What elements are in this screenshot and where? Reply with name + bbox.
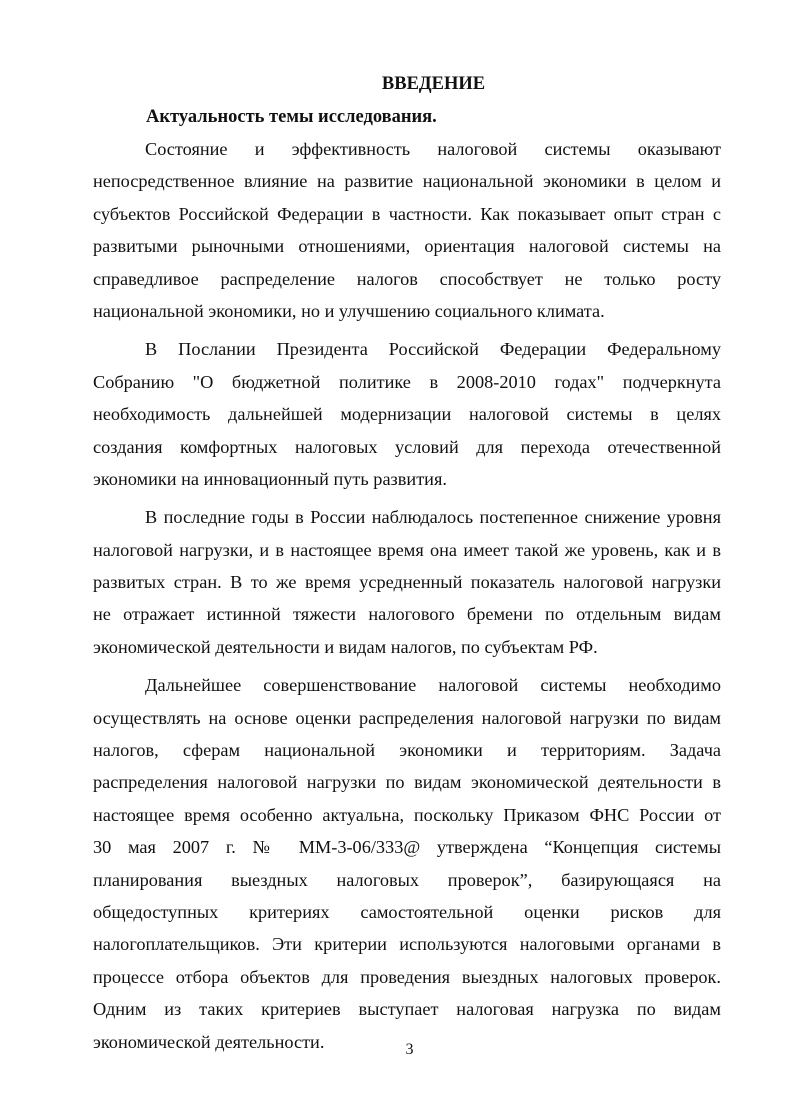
- text-line: развитых стран. В то же время усредненный показатель налоговой нагрузки: [93, 572, 721, 593]
- text-line: создания комфортных налоговых условий для перехода отечественной: [93, 436, 721, 457]
- text-line: развитыми рыночными отношениями, ориентация налоговой системы на: [93, 236, 721, 257]
- page-number: 3: [405, 1041, 414, 1058]
- paragraph: [93, 501, 721, 663]
- text-line: Состояние и эффективность налоговой системы оказывают: [145, 139, 721, 159]
- paragraphs-container: [93, 133, 721, 1058]
- text-line: необходимость дальнейшей модернизации налоговой системы в целях: [93, 404, 721, 425]
- document-body: [93, 133, 721, 1058]
- paragraph: [93, 669, 721, 1058]
- text-line: Одним из таких критериев выступает налоговая нагрузка по видам: [93, 999, 721, 1020]
- text-line: национальной экономики, но и улучшению социального климата.: [93, 300, 605, 321]
- text-line: экономической деятельности и видам налогов, по субъектам РФ.: [93, 636, 598, 657]
- text-line: экономической деятельности.: [93, 1031, 325, 1052]
- text-line: справедливое распределение налогов способствует не только росту: [93, 268, 721, 289]
- text-line: налогоплательщиков. Эти критерии используются налоговыми органами в: [93, 934, 721, 955]
- text-line: налоговой нагрузки, и в настоящее время она имеет такой же уровень, как и в: [93, 539, 721, 560]
- text-line: Дальнейшее совершенствование налоговой системы необходимо: [145, 675, 721, 696]
- text-line: планирования выездных налоговых проверок”, базирующаяся на: [93, 869, 721, 890]
- section-title: ВВЕДЕНИЕ: [381, 74, 486, 94]
- text-line: В Послании Президента Российской Федерации Федеральному: [145, 339, 721, 360]
- text-line: субъектов Российской Федерации в частности. Как показывает опыт стран с: [93, 203, 721, 224]
- text-line: распределения налоговой нагрузки по видам экономической деятельности в: [93, 772, 721, 793]
- text-line: процессе отбора объектов для проведения выездных налоговых проверок.: [93, 966, 721, 987]
- text-line: осуществлять на основе оценки распределения налоговой нагрузки по видам: [93, 707, 721, 728]
- section-subtitle: Актуальность темы исследования.: [146, 107, 437, 127]
- paragraph: [93, 333, 721, 495]
- text-line: 30 мая 2007 г. № ММ-3-06/333@ утверждена “Концепция системы: [93, 837, 721, 858]
- text-line: непосредственное влияние на развитие национальной экономики в целом и: [93, 171, 721, 192]
- text-line: общедоступных критериях самостоятельной оценки рисков для: [93, 901, 721, 922]
- text-line: Собранию "О бюджетной политике в 2008-2010 годах" подчеркнута: [93, 371, 721, 392]
- text-line: настоящее время особенно актуальна, поскольку Приказом ФНС России от: [93, 804, 721, 825]
- text-line: не отражает истинной тяжести налогового бремени по отдельным видам: [93, 604, 721, 625]
- paragraph: [93, 133, 721, 327]
- text-line: В последние годы в России наблюдалось постепенное снижение уровня: [145, 507, 721, 528]
- text-line: налогов, сферам национальной экономики и территориям. Задача: [93, 740, 721, 761]
- text-line: экономики на инновационный путь развития.: [93, 468, 447, 489]
